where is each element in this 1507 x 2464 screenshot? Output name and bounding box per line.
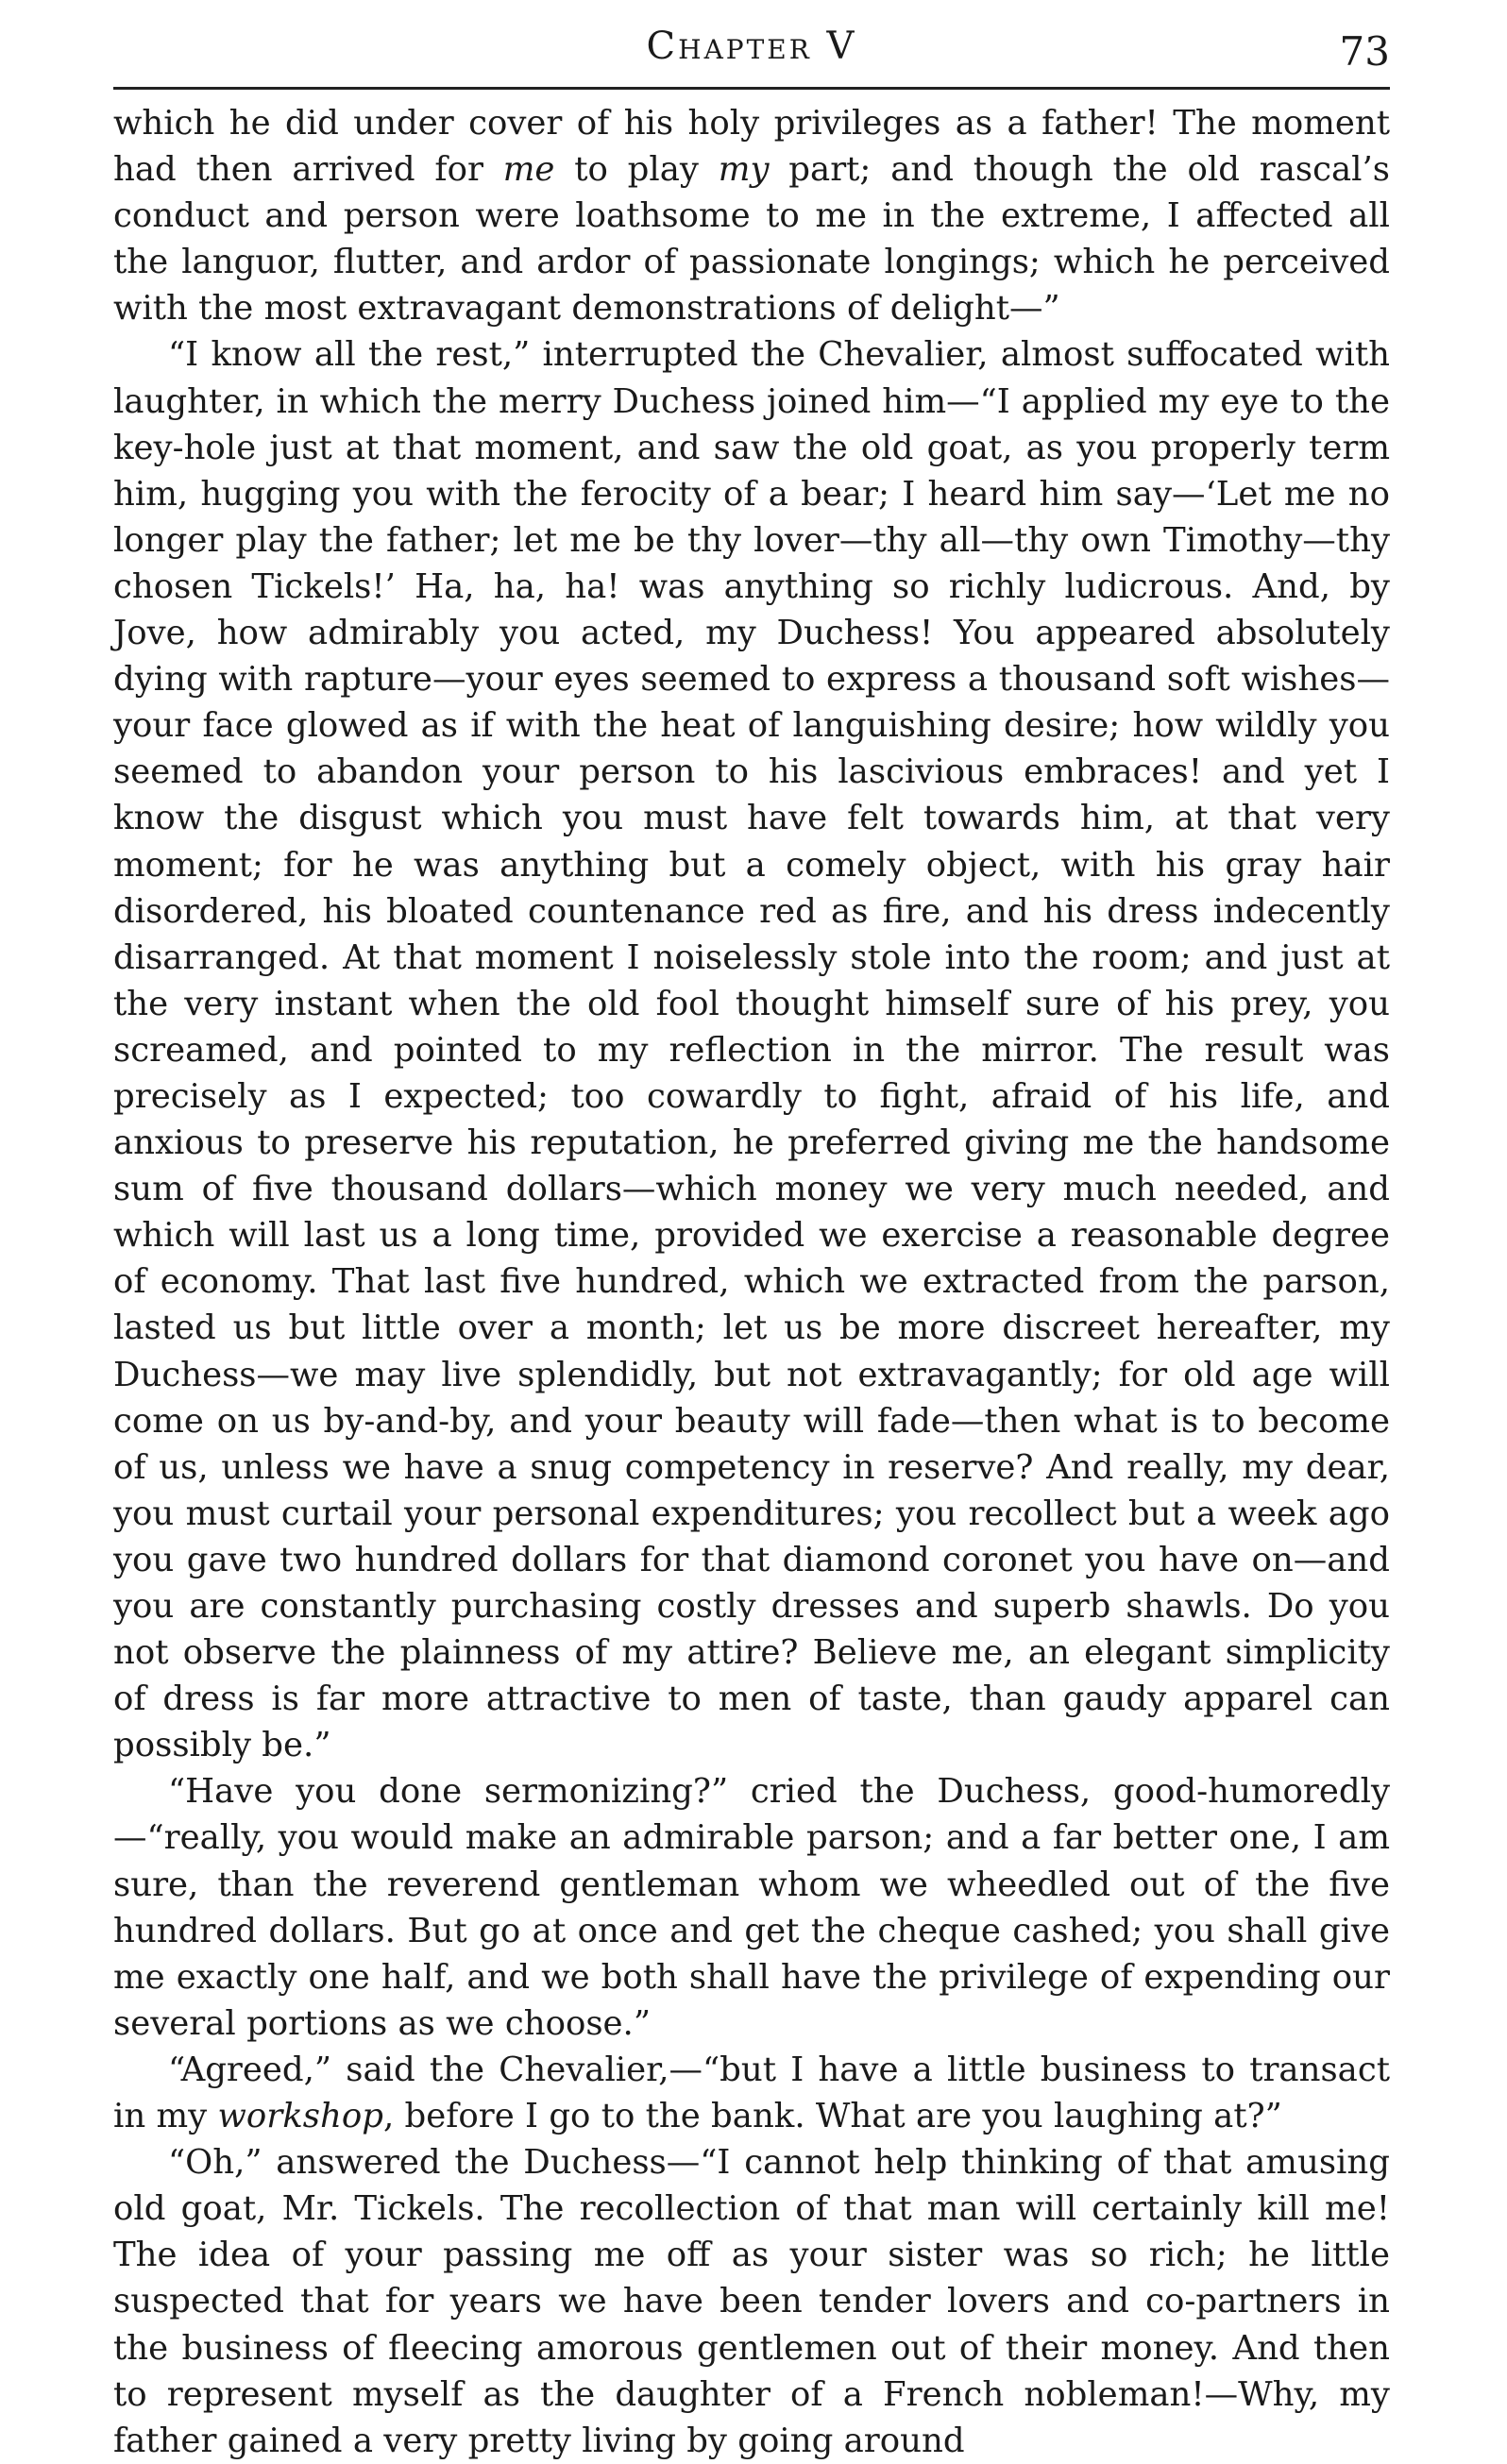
italic-text: my	[718, 150, 770, 190]
page-header	[113, 21, 1390, 77]
text-segment: “Oh,” answered the Duchess—“I cannot help thinking of that amusing old goat, Mr. Tickels. The recollection of that man will certainly kill me! The idea of your passing me off as your sister was so rich; he little suspected that for years we have been tender lovers and co-partners in the business of fleecing amorous gentlemen out of their money. And then to represent myself as the daughter of a French nobleman!—Why, my father gained a very pretty living by going around	[113, 2143, 1390, 2460]
text-segment: part; and though the old rascal’s conduct and person were loathsome to me in the extreme, I affected all the languor, flutter, and ardor of passionate longings; which he perceived with the most extravagant demonstrations of delight—”	[113, 150, 1390, 329]
paragraph	[113, 2047, 1390, 2139]
page-number: 73	[1339, 28, 1390, 75]
text-segment: “I know all the rest,” interrupted the Chevalier, almost suffocated with laughter, in which the merry Duchess joined him—“I applied my eye to the key-hole just at that moment, and saw the old goat, as you properly term him, hugging you with the ferocity of a bear; I heard him say—‘Let me no longer play the father; let me be thy lover—thy all—thy own Timothy—thy chosen Tickels!’ Ha, ha, ha! was anything so richly ludicrous. And, by Jove, how admirably you acted, my Duchess! You appeared absolutely dying with rapture—your eyes seemed to express a thousand soft wishes—your face glowed as if with the heat of languishing desire; how wildly you seemed to abandon your person to his lascivious embraces! and yet I know the disgust which you must have felt towards him, at that very moment; for he was anything but a comely object, with his gray hair disordered, his bloated countenance red as fire, and his dress indecently disarranged. At that moment I noiselessly stole into the room; and just at the very instant when the old fool thought himself sure of his prey, you screamed, and pointed to my reflection in the mirror. The result was precisely as I expected; too cowardly to fight, afraid of his life, and anxious to preserve his reputation, he preferred giving me the handsome sum of five thousand dollars—which money we very much needed, and which will last us a long time, provided we exercise a reasonable degree of economy. That last five hundred, which we extracted from the parson, lasted us but little over a month; let us be more discreet hereafter, my Duchess—we may live splendidly, but not extravagantly; for old age will come on us by-and-by, and your beauty will fade—then what is to become of us, unless we have a snug competency in reserve? And really, my dear, you must curtail your personal expenditures; you recollect but a week ago you gave two hundred dollars for that diamond coronet you have on—and you are constantly purchasing costly dresses and superb shawls. Do you not observe the plainness of my attire? Believe me, an elegant simplicity of dress is far more attractive to men of taste, than gaudy apparel can possibly be.”	[113, 335, 1390, 1765]
italic-text: me	[502, 150, 555, 190]
running-head: Chapter V	[646, 25, 857, 68]
text-segment: “Agreed,” said the Chevalier,—“but I have a little business to transact in my	[113, 2050, 1390, 2136]
text-segment: to play	[554, 150, 719, 190]
body-text	[113, 100, 1390, 2464]
paragraph	[113, 2139, 1390, 2464]
text-segment: “Have you done sermonizing?” cried the Duchess, good-humoredly—“really, you would make an admirable parson; and a far better one, I am sure, than the reverend gentleman whom we wheedled out of the five hundred dollars. But go at once and get the cheque cashed; you shall give me exactly one half, and we both shall have the privilege of expending our several portions as we choose.”	[113, 1772, 1390, 2043]
paragraph	[113, 331, 1390, 1768]
text-segment: , before I go to the bank. What are you laughing at?”	[382, 2097, 1282, 2136]
italic-text: workshop	[217, 2097, 383, 2136]
paragraph	[113, 100, 1390, 331]
header-rule	[113, 87, 1390, 90]
text-segment: which he did under cover of his holy privileges as a father! The moment had then arrived for	[113, 104, 1390, 190]
paragraph	[113, 1768, 1390, 2047]
